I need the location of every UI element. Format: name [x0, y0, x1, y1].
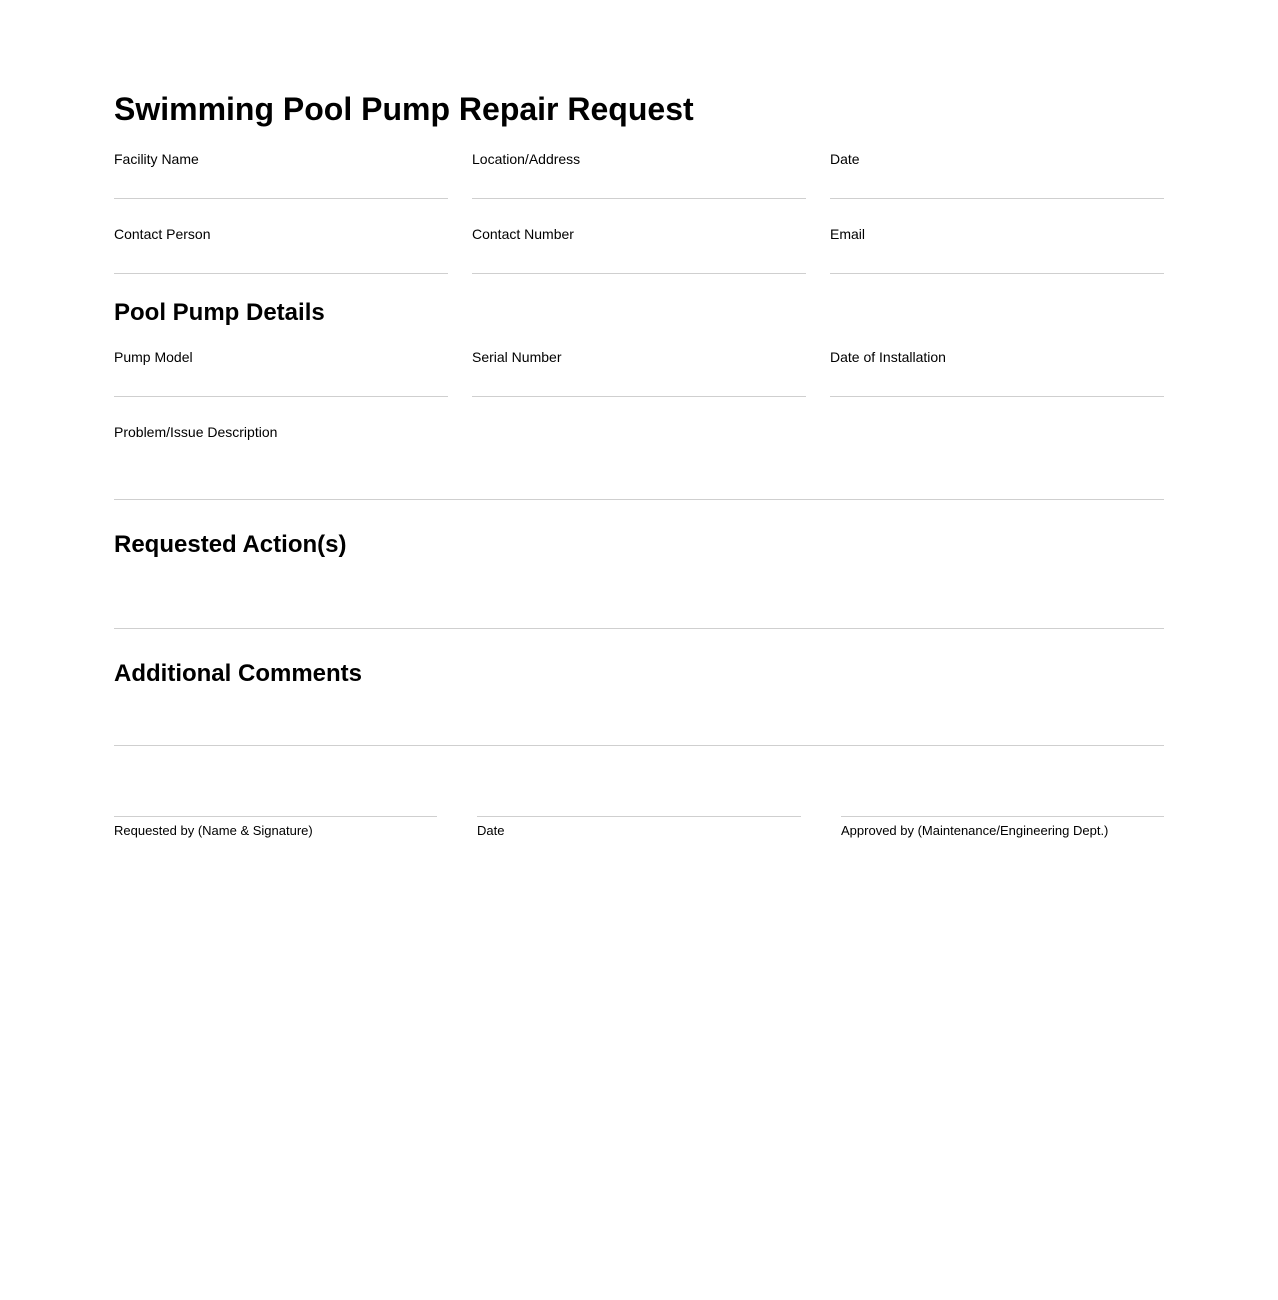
- problem-description-label: Problem/Issue Description: [114, 424, 278, 440]
- email-field[interactable]: [830, 225, 1164, 274]
- pump-model-label: Pump Model: [114, 349, 193, 365]
- requested-by-signature[interactable]: [114, 816, 437, 839]
- facility-row-2: [114, 225, 1164, 285]
- serial-number-field[interactable]: [472, 348, 806, 397]
- problem-description-field[interactable]: [114, 423, 1164, 500]
- form-title: Swimming Pool Pump Repair Request: [114, 91, 694, 127]
- facility-row-1: [114, 150, 1164, 210]
- pump-details-row: [114, 348, 1164, 408]
- requested-actions-heading: Requested Action(s): [114, 531, 347, 558]
- contact-number-field[interactable]: [472, 225, 806, 274]
- installation-date-label: Date of Installation: [830, 349, 946, 365]
- email-label: Email: [830, 226, 866, 242]
- contact-number-label: Contact Number: [472, 226, 574, 242]
- facility-name-field[interactable]: [114, 150, 448, 199]
- approved-by-signature[interactable]: [841, 816, 1164, 839]
- pump-details-heading: Pool Pump Details: [114, 299, 325, 326]
- signature-date[interactable]: [477, 816, 801, 839]
- approved-by-label: Approved by (Maintenance/Engineering Dept.): [841, 823, 1109, 838]
- requested-actions-field[interactable]: [114, 530, 1164, 629]
- contact-person-field[interactable]: [114, 225, 448, 274]
- additional-comments-heading: Additional Comments: [114, 660, 363, 687]
- date-field[interactable]: [830, 150, 1164, 199]
- date-label: Date: [830, 151, 860, 167]
- pump-model-field[interactable]: [114, 348, 448, 397]
- signature-date-label: Date: [477, 823, 505, 838]
- installation-date-field[interactable]: [830, 348, 1164, 397]
- location-address-field[interactable]: [472, 150, 806, 199]
- additional-comments-field[interactable]: [114, 659, 1164, 746]
- requested-by-label: Requested by (Name & Signature): [114, 823, 313, 838]
- serial-number-label: Serial Number: [472, 349, 562, 365]
- contact-person-label: Contact Person: [114, 226, 211, 242]
- facility-name-label: Facility Name: [114, 151, 199, 167]
- location-address-label: Location/Address: [472, 151, 581, 167]
